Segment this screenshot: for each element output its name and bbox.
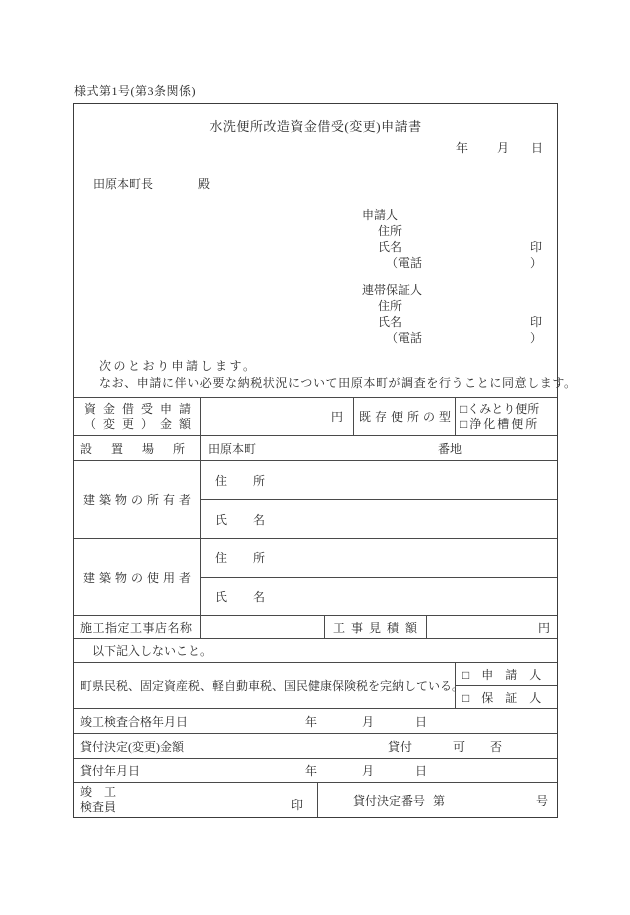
loan-year-label: 年 [305,764,318,778]
decision-number-suffix: 号 [536,793,549,808]
decision-number-cell [318,783,557,817]
user-name-field [201,577,557,616]
checkbox-kumitori: □くみとり便所 [460,401,540,416]
user-name-label: 氏名 [215,589,292,604]
inspector-cell [74,783,318,817]
row-contractor [74,615,557,638]
guarantor-phone-line [362,330,548,346]
date-month-label: 月 [496,141,509,155]
guarantor-phone-label: （電話 [386,331,423,345]
statement-line1: 次のとおり申請します。 [99,359,258,373]
location-lot-label: 番地 [438,441,463,456]
user-label: 建築物の使用者 [83,570,196,585]
estimate-unit: 円 [537,620,550,635]
existing-type-label-cell [354,398,456,435]
row-loan-request [74,397,557,435]
loan-amount-unit: 円 [330,410,343,424]
guarantor-seal-mark: 印 [529,315,542,329]
estimate-label: 工事見積額 [333,620,424,635]
statement-line2: なお、申請に伴い必要な納税状況について田原本町が調査を行うことに同意します。 [99,376,577,390]
tax-check-cells [456,663,557,708]
addressee-honorific: 殿 [198,177,211,191]
applicant-address-label: 住所 [378,224,403,238]
row-building-owner [74,460,557,538]
loan-request-label-line1: 資金借受申請 [84,401,199,416]
row-tax [74,662,557,708]
owner-name-field [201,499,557,538]
location-label-cell [74,436,205,460]
applicant-name-label: 氏名 [378,240,403,254]
guarantor-name-label: 氏名 [378,315,403,329]
tax-check-guarantor [456,685,557,708]
date-day-label: 日 [530,141,543,155]
loan-amount-field [201,398,354,435]
row-loan-date [74,758,557,782]
decision-number-label: 貸付決定番号 [353,793,426,808]
form-table [74,397,557,817]
inspection-day-label: 日 [415,714,428,729]
contractor-label: 施工指定工事店名称 [80,620,193,635]
row-building-user [74,538,557,615]
applicant-seal-mark: 印 [529,240,542,254]
contractor-label-cell [74,616,201,638]
owner-label: 建築物の所有者 [83,493,196,507]
applicant-phone-label: （電話 [386,256,423,270]
owner-name-label: 氏名 [215,512,292,527]
notice-text: 以下記入しないこと。 [92,644,213,658]
user-label-cell [74,539,201,615]
user-address-field [201,539,557,577]
row-location [74,435,557,460]
existing-type-options [456,398,557,435]
decision-number-prefix: 第 [433,793,446,808]
statement-block [99,358,577,393]
guarantor-name-line [362,314,548,330]
inspector-label-line2: 検査員 [80,800,117,814]
form-number: 様式第1号(第3条関係) [74,84,196,98]
guarantor-block [362,282,548,346]
inspector-label-line1: 竣工 [80,785,129,799]
applicant-phone-line [362,255,548,271]
applicant-block [362,207,548,271]
owner-label-cell [74,461,201,538]
user-fields [201,539,557,615]
location-town: 田原本町 [208,441,257,456]
applicant-name-line [362,239,548,255]
guarantor-address-label: 住所 [378,299,403,313]
estimate-amount-field [427,616,557,638]
decision-loan-label: 貸付 [388,739,413,754]
owner-address-label: 住所 [215,473,292,488]
row-inspection-date [74,708,557,733]
loan-day-label: 日 [415,764,428,778]
existing-type-label: 既存便所の型 [359,410,456,424]
form-title: 水洗便所改造資金借受(変更)申請書 [209,119,422,134]
decision-reject-label: 否 [490,739,503,754]
decision-approve-label: 可 [453,739,466,754]
row-inspector [74,782,557,817]
applicant-heading: 申請人 [362,208,399,222]
row-notice [74,638,557,662]
inspection-year-label: 年 [305,714,318,729]
loan-date-label: 貸付年月日 [80,764,141,778]
date-line [456,141,543,156]
location-value-cell [201,436,557,460]
decision-amount-label: 貸付決定(変更)金額 [80,739,184,754]
owner-address-field [201,461,557,499]
tax-statement: 町県民税、固定資産税、軽自動車税、国民健康保険税を完納している。 [74,663,456,708]
loan-request-label-line2: （変更）金額 [84,416,199,431]
addressee-name: 田原本町長 [93,177,154,191]
location-label: 設置場所 [80,441,205,456]
contractor-name-field [201,616,325,638]
checkbox-guarantor: □保証人 [462,690,554,705]
checkbox-applicant: □申請人 [462,667,554,682]
checkbox-jokaso: □浄化槽便所 [460,416,540,431]
inspection-month-label: 月 [362,714,375,729]
loan-request-label-cell [74,398,201,435]
inspector-seal-mark: 印 [290,798,303,812]
loan-month-label: 月 [362,764,375,778]
row-decision-amount [74,733,557,758]
guarantor-heading: 連帯保証人 [362,283,423,297]
inspector-label [80,785,128,815]
user-address-label: 住所 [215,551,292,566]
addressee-line [93,176,210,192]
date-year-label: 年 [455,141,468,155]
application-form-box [73,103,577,818]
inspection-date-label: 竣工検査合格年月日 [80,714,189,729]
tax-check-applicant [456,663,557,685]
owner-fields [201,461,557,538]
estimate-label-cell [325,616,427,638]
guarantor-phone-close: ） [529,331,542,345]
applicant-phone-close: ） [529,256,542,270]
form-header-section [74,104,577,397]
